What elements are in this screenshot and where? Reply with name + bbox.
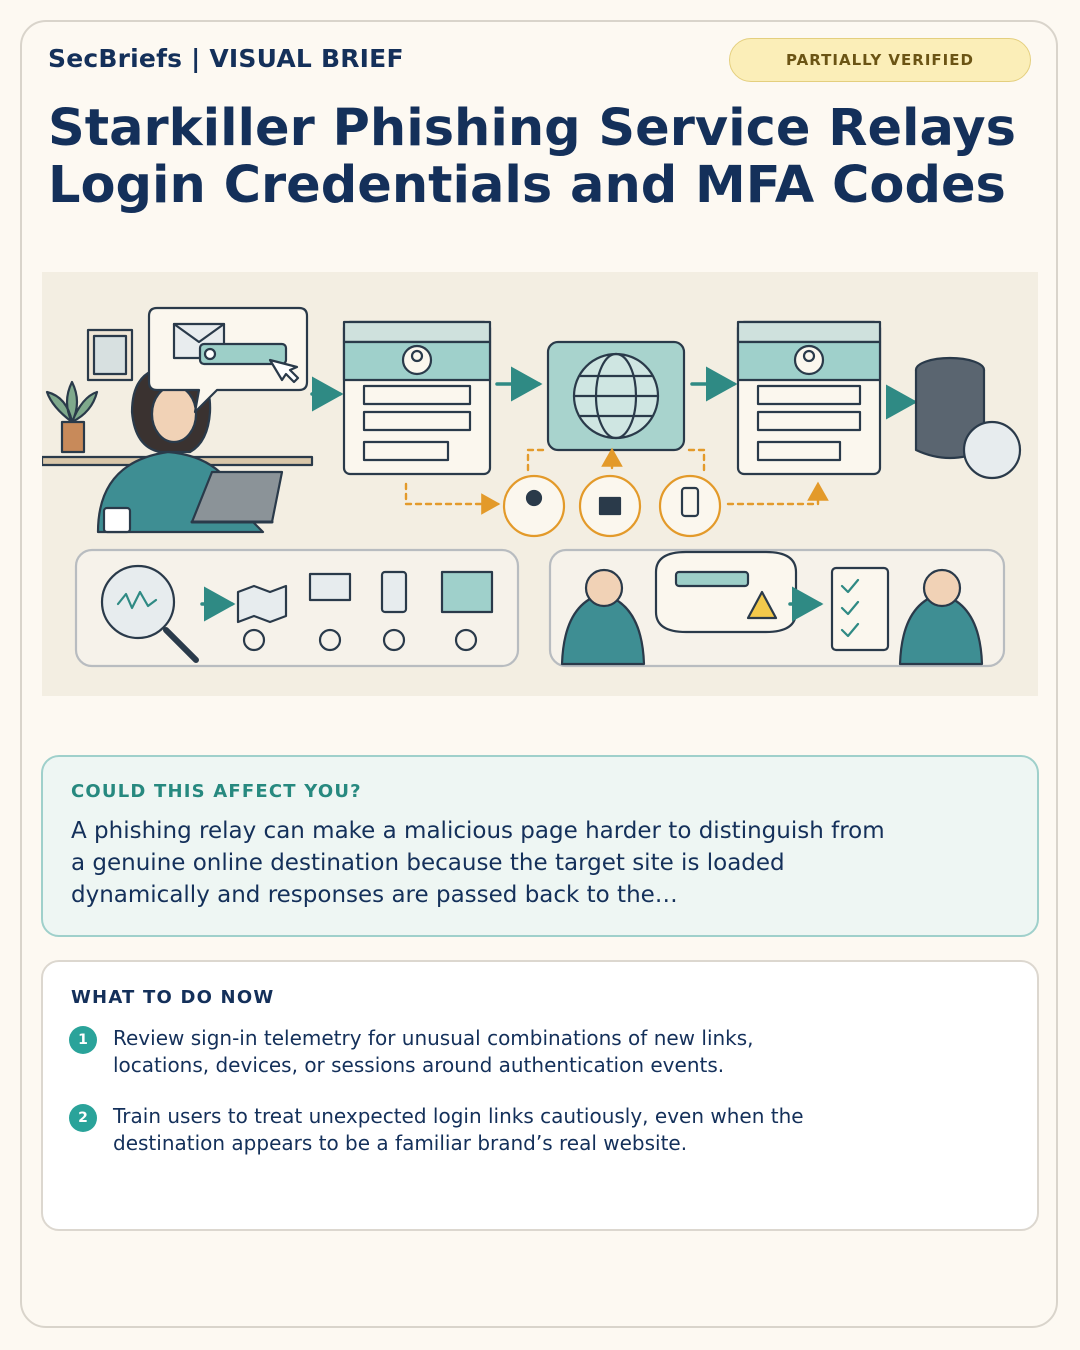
affect-heading: COULD THIS AFFECT YOU? xyxy=(71,781,362,802)
database-icon xyxy=(916,358,1020,478)
real-login-window xyxy=(738,322,880,474)
affect-callout xyxy=(41,755,1039,937)
page-title: Starkiller Phishing Service Relays Login Credentials and MFA Codes xyxy=(48,99,1016,215)
step-text: Train users to treat unexpected login links cautiously, even when the destination appears to be a familiar brand’s real website. xyxy=(113,1104,804,1155)
status-badge: PARTIALLY VERIFIED xyxy=(729,38,1031,82)
todo-panel xyxy=(41,960,1039,1231)
step-number-badge: 1 xyxy=(69,1026,97,1054)
fake-login-window xyxy=(344,322,490,474)
training-panel xyxy=(550,550,1004,666)
relay-illustration xyxy=(42,272,1038,696)
affect-body: A phishing relay can make a malicious page harder to distinguish from a genuine online destination because the target site is loaded dynamically and responses are passed back to the… xyxy=(71,818,885,908)
brand-label: SecBriefs | VISUAL BRIEF xyxy=(48,44,404,73)
step-number-badge: 2 xyxy=(69,1104,97,1132)
user-credential-icon xyxy=(504,476,564,536)
password-lock-icon xyxy=(580,476,640,536)
mfa-phone-icon xyxy=(660,476,720,536)
relay-globe-icon xyxy=(548,342,684,450)
todo-heading: WHAT TO DO NOW xyxy=(71,987,275,1008)
step-text: Review sign-in telemetry for unusual combinations of new links, locations, devices, or sessions around authentication events. xyxy=(113,1026,754,1077)
telemetry-panel xyxy=(76,550,518,666)
